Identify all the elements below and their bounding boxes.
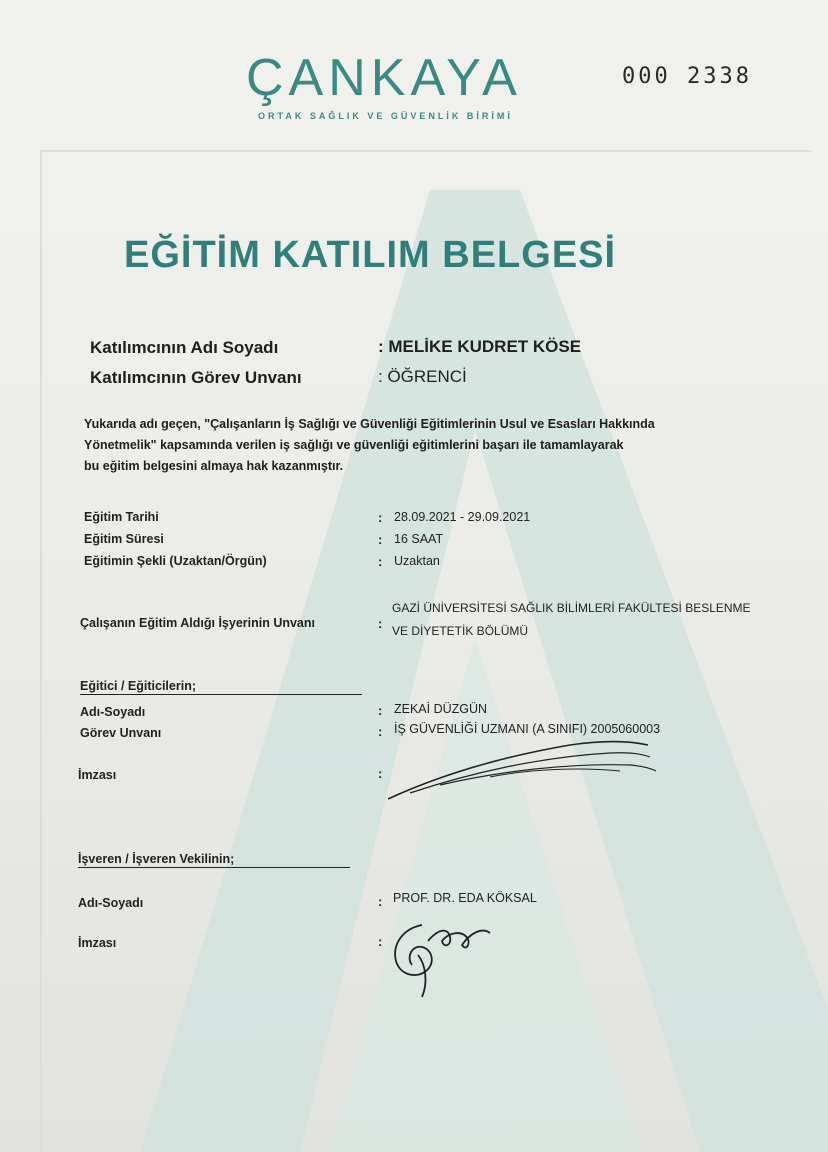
employer-section-label: İşveren / İşveren Vekilinin; [78, 852, 235, 866]
colon: : [378, 894, 383, 909]
workplace-value-line-2: VE DİYETETİK BÖLÜMÜ [392, 624, 529, 638]
trainer-section-label: Eğitici / Eğiticilerin; [80, 679, 196, 693]
participant-title-value: : ÖĞRENCİ [378, 367, 467, 386]
training-date-value: 28.09.2021 - 29.09.2021 [394, 510, 531, 524]
participant-name-value: : MELİKE KUDRET KÖSE [378, 337, 582, 356]
training-mode-value: Uzaktan [394, 554, 440, 568]
training-mode-label: Eğitimin Şekli (Uzaktan/Örgün) [84, 554, 267, 568]
certification-paragraph [84, 414, 774, 477]
trainer-section-underline [80, 694, 362, 695]
colon: : [378, 554, 383, 569]
workplace-value-line-1: GAZİ ÜNİVERSİTESİ SAĞLIK BİLİMLERİ FAKÜLTESİ BESLENME [392, 601, 751, 615]
training-date-label: Eğitim Tarihi [84, 510, 159, 524]
employer-name-value: PROF. DR. EDA KÖKSAL [393, 891, 537, 905]
paragraph-line-3: bu eğitim belgesini almaya hak kazanmıştır. [84, 459, 344, 473]
trainer-title-value: İŞ GÜVENLİĞİ UZMANI (A SINIFI) 2005060003 [394, 722, 661, 736]
employer-signature-label: İmzası [78, 936, 117, 950]
participant-name-label: Katılımcının Adı Soyadı [90, 338, 279, 357]
paragraph-line-2: Yönetmelik" kapsamında verilen iş sağlığı ve güvenliği eğitimlerini başarı ile tamamlayarak [84, 438, 624, 452]
trainer-title-label: Görev Unvanı [80, 726, 162, 740]
training-duration-value: 16 SAAT [394, 532, 444, 546]
cankaya-logo: ÇANKAYA [246, 49, 522, 107]
employer-name-label: Adı-Soyadı [78, 896, 144, 910]
participant-title-label: Katılımcının Görev Unvanı [90, 368, 302, 387]
logo-subtitle: ORTAK SAĞLIK VE GÜVENLİK BİRİMİ [258, 111, 513, 121]
colon: : [378, 724, 383, 739]
document-title: EĞİTİM KATILIM BELGESİ [124, 234, 617, 276]
employer-signature [382, 905, 502, 1005]
employer-section-underline [78, 867, 350, 868]
colon: : [378, 532, 383, 547]
workplace-label: Çalışanın Eğitim Aldığı İşyerinin Unvanı [80, 616, 315, 630]
colon: : [378, 510, 383, 525]
paragraph-line-1: Yukarıda adı geçen, "Çalışanların İş Sağlığı ve Güvenliği Eğitimlerinin Usul ve Esasları Hakkında [84, 417, 655, 431]
trainer-signature-label: İmzası [78, 768, 117, 782]
colon: : [378, 766, 383, 781]
colon: : [378, 934, 383, 949]
trainer-name-value: ZEKAİ DÜZGÜN [394, 702, 488, 716]
colon: : [378, 616, 383, 631]
serial-number: 000 2338 [622, 64, 752, 89]
trainer-signature [380, 735, 670, 805]
colon: : [378, 703, 383, 718]
trainer-name-label: Adı-Soyadı [80, 705, 146, 719]
training-duration-label: Eğitim Süresi [84, 532, 164, 546]
